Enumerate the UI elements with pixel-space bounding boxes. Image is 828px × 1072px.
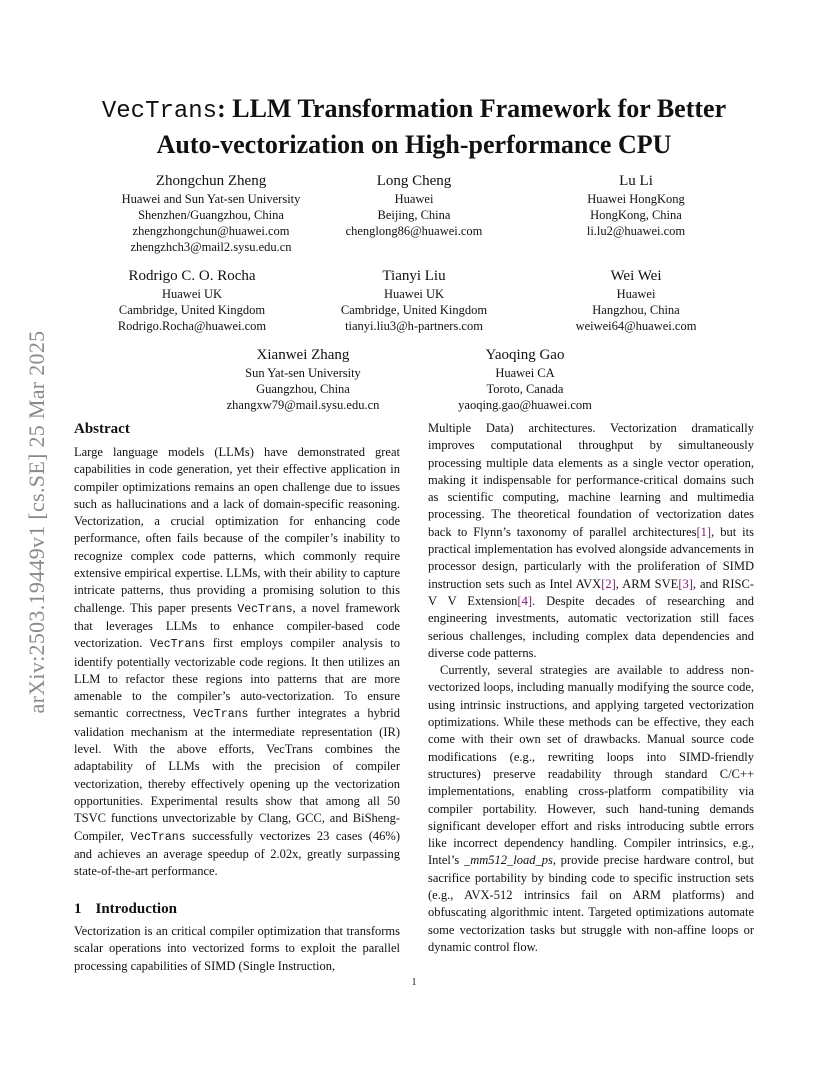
title-line-1: : LLM Transformation Framework for Better <box>217 94 727 123</box>
author-email: zhengzhch3@mail2.sysu.edu.cn <box>130 240 292 254</box>
framework-name: VecTrans <box>237 602 293 616</box>
author-name: Yaoqing Gao <box>485 347 565 363</box>
abstract-text: Large language models (LLMs) have demonstrated great capabilities in code generation, yet their effective application in compiler optimizations remains an open challenge due to issues such as hallucinations and a lack of domain-specific reasoning. Vectorization, a crucial optimization for enhancing code performance, often fails because of the compiler’s inability to recognize complex code patterns, which commonly require extensive empirical expertise. LLMs, with their ability to capture intricate patterns, thus providing a promising solution to this challenge. This paper presents <box>74 445 400 615</box>
author-name: Rodrigo C. O. Rocha <box>128 268 256 284</box>
intro-paragraph <box>428 662 754 956</box>
author-name: Xianwei Zhang <box>256 347 350 363</box>
citation-link[interactable]: [4] <box>517 593 532 608</box>
author-email: tianyi.liu3@h-partners.com <box>345 319 483 333</box>
right-column <box>428 420 754 956</box>
framework-name: VecTrans <box>130 830 186 844</box>
author-location: Toroto, Canada <box>486 382 564 396</box>
author-email: zhengzhongchun@huawei.com <box>132 224 290 238</box>
page-number: 1 <box>411 977 417 988</box>
intro-text: , but its practical implementation has evolved alongside advancements in processor design, particularly with the proliferation of SIMD instruction sets such as Intel AVX <box>428 524 754 591</box>
author-email: weiwei64@huawei.com <box>575 319 697 333</box>
intrinsic-name: _mm512_load_ps <box>463 853 553 868</box>
intro-paragraph: Vectorization is an critical compiler optimization that transforms scalar operations into vectorized forms to exploit the parallel processing capabilities of SIMD (Single Instruction, <box>74 924 400 973</box>
section-number: 1 <box>74 901 82 917</box>
author-block <box>516 266 756 334</box>
intro-text: Multiple Data) architectures. Vectorization dramatically improves computational throughput by simultaneously processing multiple data elements as a single vector operation, making it indispensable for performance-critical domains such as scientific computing, machine learning and multimedia processing. The theoretical foundation of vectorization dates back to Flynn’s taxonomy of parallel architectures <box>428 421 754 539</box>
author-affiliation: Sun Yat-sen University <box>245 366 361 380</box>
abstract-body <box>74 444 400 880</box>
author-block <box>72 266 312 334</box>
title-line-2: Auto-vectorization on High-performance CPU <box>156 130 672 159</box>
citation-link[interactable]: [1] <box>696 524 712 539</box>
author-block <box>294 266 534 334</box>
author-location: Hangzhou, China <box>592 303 680 317</box>
abstract-heading: Abstract <box>74 421 130 437</box>
intro-paragraph <box>428 420 754 662</box>
author-name: Tianyi Liu <box>382 268 446 284</box>
intro-left-column <box>74 923 400 975</box>
author-block <box>294 171 534 239</box>
author-affiliation: Huawei <box>616 287 656 301</box>
author-location: HongKong, China <box>590 208 682 222</box>
author-affiliation: Huawei <box>394 192 434 206</box>
author-name: Long Cheng <box>376 173 452 189</box>
framework-name: VecTrans <box>149 638 206 652</box>
title-framework-name: VecTrans <box>101 98 218 125</box>
author-block <box>183 345 423 413</box>
intro-text: , and RISC-V V Extension <box>428 576 755 608</box>
author-location: Cambridge, United Kingdom <box>118 303 266 317</box>
author-name: Wei Wei <box>610 268 662 284</box>
author-email: li.lu2@huawei.com <box>586 224 686 238</box>
author-block <box>405 345 645 413</box>
intro-text: , ARM SVE <box>615 576 679 591</box>
author-email: chenglong86@huawei.com <box>345 224 483 238</box>
intro-text: . Despite decades of researching and engineering investments, automatic vectorization still faces serious challenges, including complex data dependencies and diverse code patterns. <box>428 593 754 660</box>
author-affiliation: Huawei and Sun Yat-sen University <box>121 192 301 206</box>
section-heading-introduction <box>74 901 177 918</box>
citation-link[interactable]: [2] <box>601 576 616 591</box>
abstract-text: successfully vectorizes 23 cases (46%) and achieves an average speedup of 2.02x, greatly surpassing state-of-the-art performance. <box>74 828 401 879</box>
author-affiliation: Huawei UK <box>383 287 445 301</box>
arxiv-identifier <box>22 287 52 757</box>
author-affiliation: Huawei CA <box>495 366 555 380</box>
author-email: Rodrigo.Rocha@huawei.com <box>117 319 267 333</box>
author-email: yaoqing.gao@huawei.com <box>458 398 592 412</box>
paper-title <box>74 92 754 161</box>
intro-text: Currently, several strategies are available to address non-vectorized loops, including manually modifying the source code, using intrinsic instructions, and applying targeted vectorization optimizations. While these methods can be effective, they each come with their own set of drawbacks. Manual source code modifications (e.g., rewriting loops into SIMD-friendly structures) preserve readability through standard C/C++ implementations, enabling cross-platform compatibility via compiler portability. However, such hand-tuning demands significant developer effort and risks introducing subtle errors like incorrect dependency handling. Compiler intrinsics, e.g., Intel’s <box>428 663 754 868</box>
author-block <box>516 171 756 239</box>
abstract-paragraph <box>74 444 400 880</box>
arxiv-identifier-text: arXiv:2503.19449v1 [cs.SE] 25 Mar 2025 <box>24 330 49 714</box>
abstract-text: , a novel framework that leverages LLMs to enhance compiler-based code vectorization. <box>74 600 400 651</box>
author-location: Cambridge, United Kingdom <box>340 303 488 317</box>
author-affiliation: Huawei UK <box>161 287 223 301</box>
abstract-text: further integrates a hybrid validation mechanism at the intermediate representation (IR) level. With the above efforts, VecTrans combines the adaptability of LLMs with the precision of compiler vectorization, thereby effectively opening up the vectorization opportunities. Experimental results show that among all 50 TSVC functions unvectorizable by Clang, GCC, and BiSheng-Compiler, <box>74 706 400 843</box>
citation-link[interactable]: [3] <box>678 576 693 591</box>
author-location: Guangzhou, China <box>256 382 350 396</box>
author-affiliation: Huawei HongKong <box>587 192 685 206</box>
abstract-text: first employs compiler analysis to identify potentially vectorizable code regions. It then utilizes an LLM to refactor these regions into patterns that are more amenable to the compiler’s auto-vectorization. To ensure semantic correctness, <box>74 636 400 721</box>
author-name: Zhongchun Zheng <box>155 173 267 189</box>
author-name: Lu Li <box>619 173 653 189</box>
author-location: Shenzhen/Guangzhou, China <box>138 208 284 222</box>
framework-name: VecTrans <box>193 708 249 722</box>
author-email: zhangxw79@mail.sysu.edu.cn <box>226 398 380 412</box>
section-title: Introduction <box>95 901 177 917</box>
author-location: Beijing, China <box>377 208 451 222</box>
intro-text: , provide precise hardware control, but sacrifice portability by binding code to specific instruction sets (e.g., AVX-512 intrinsics fail on ARM platforms) and obfuscating algorithmic intent. Targeted optimizations automate some vectorization tasks but struggle with non-affine loops or dynamic control flow. <box>428 853 754 954</box>
